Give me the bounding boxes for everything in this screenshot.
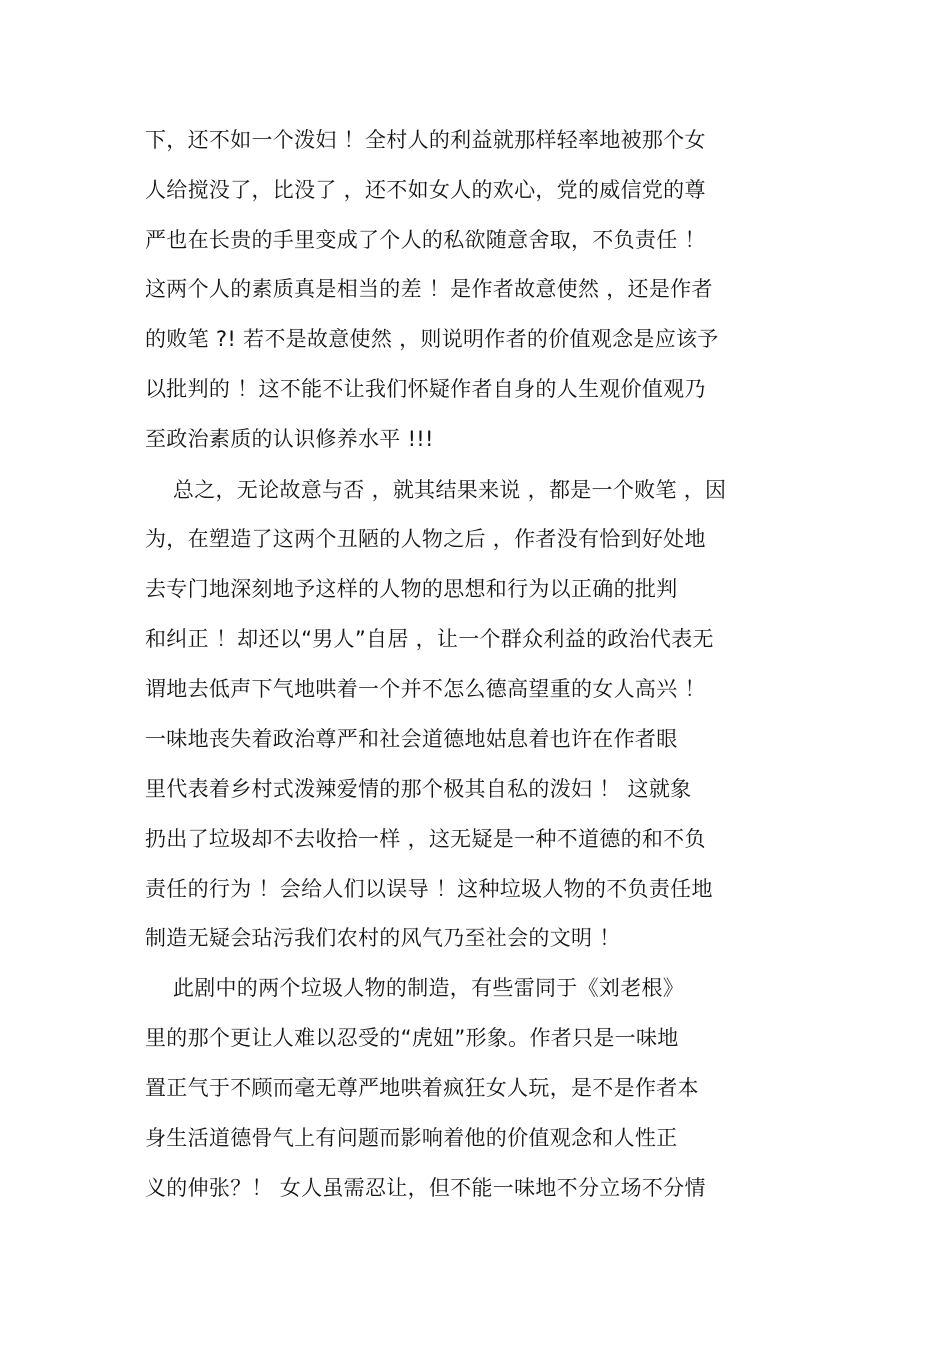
text-line: 责任的行为 ！会给人们以误导 ！这种垃圾人物的不负责任地 — [145, 877, 713, 901]
text-line: 谓地去低声下气地哄着一个并不怎么德高望重的女人高兴 ！ — [145, 677, 706, 701]
text-line: 一味地丧失着政治尊严和社会道德地姑息着也许在作者眼 — [145, 727, 678, 751]
text-line: 下，还不如一个泼妇 ！全村人的利益就那样轻率地被那个女 — [145, 128, 706, 152]
text-line: 这两个人的素质真是相当的差 ！是作者故意使然 ，还是作者 — [145, 277, 713, 301]
text-line: 去专门地深刻地予这样的人物的思想和行为以正确的批判 — [145, 577, 678, 601]
text-line: 为，在塑造了这两个丑陋的人物之后 ，作者没有恰到好处地 — [145, 527, 706, 551]
text-line: 义的伸张？！ 女人虽需忍让，但不能一味地不分立场不分情 — [145, 1176, 706, 1200]
text-line: 至政治素质的认识修养水平 !!! — [145, 427, 434, 451]
text-line: 人给搅没了，比没了 ，还不如女人的欢心，党的威信党的尊 — [145, 178, 706, 202]
text-line: 此剧中的两个垃圾人物的制造，有些雷同于《刘老根》 — [145, 976, 685, 1000]
text-line: 的败笔 ?! 若不是故意使然 ，则说明作者的价值观念是应该予 — [145, 327, 719, 351]
text-line: 以批判的 ！这不能不让我们怀疑作者自身的人生观价值观乃 — [145, 377, 706, 401]
text-line: 和纠正 ！却还以“男人”自居 ，让一个群众利益的政治代表无 — [145, 627, 714, 651]
text-line: 身生活道德骨气上有问题而影响着他的价值观念和人性正 — [145, 1126, 678, 1150]
text-line: 里代表着乡村式泼辣爱情的那个极其自私的泼妇 ！ 这就象 — [145, 777, 692, 801]
text-line: 扔出了垃圾却不去收拾一样 ，这无疑是一种不道德的和不负 — [145, 827, 706, 851]
text-line: 总之，无论故意与否 ，就其结果来说 ，都是一个败笔 ，因 — [145, 478, 727, 502]
text-line: 里的那个更让人难以忍受的“虎妞”形象。作者只是一味地 — [145, 1026, 679, 1050]
text-line: 严也在长贵的手里变成了个人的私欲随意舍取，不负责任 ！ — [145, 228, 706, 252]
text-line: 制造无疑会玷污我们农村的风气乃至社会的文明 ！ — [145, 926, 621, 950]
text-line: 置正气于不顾而毫无尊严地哄着疯狂女人玩，是不是作者本 — [145, 1076, 699, 1100]
